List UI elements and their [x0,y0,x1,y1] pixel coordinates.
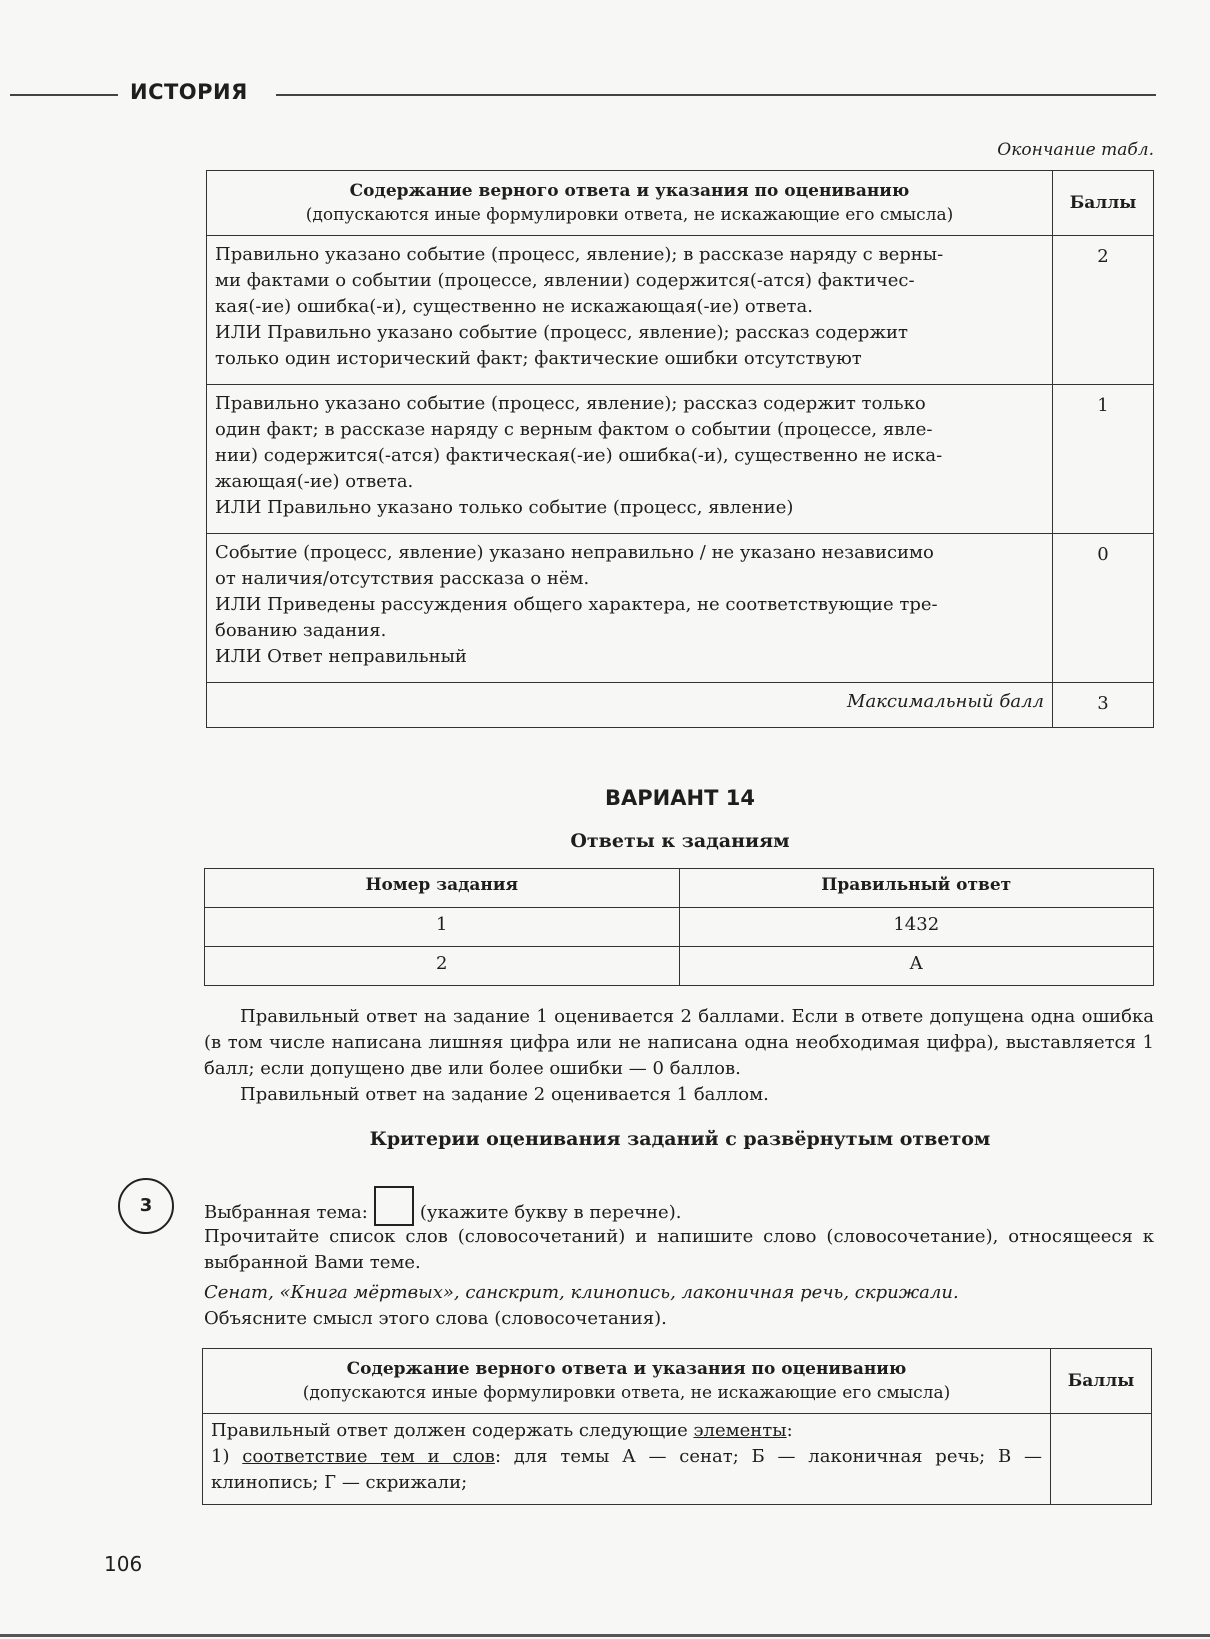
criteria-line: ИЛИ Приведены рассуждения общего характера, не соответствующие тре- [215,594,938,615]
topic-label: Выбранная тема: [204,1202,368,1223]
criteria2-header-score: Баллы [1051,1349,1152,1414]
criteria2-item-rest: : для темы А — сенат; Б — лаконичная речь; В — клинопись; Г — скрижали; [211,1446,1042,1493]
header-rule-right [276,94,1156,96]
answers-table [204,868,1154,986]
criteria-line: Правильно указано событие (процесс, явление); рассказ содержит только [215,393,926,414]
criteria-table [206,170,1154,728]
table-continuation-note: Окончание табл. [997,140,1154,160]
criteria-row-score: 2 [1053,236,1154,385]
criteria-heading: Критерии оценивания заданий с развёрнутым ответом [369,1128,991,1150]
criteria2-item-prefix: 1) [211,1446,243,1467]
criteria-line: ИЛИ Ответ неправильный [215,646,467,667]
criteria-row-text [207,236,1053,385]
criteria-line: один факт; в рассказе наряду с верным фактом о событии (процессе, явле- [215,419,933,440]
topic-line [204,1186,681,1226]
answers-table-row [205,947,1154,986]
criteria-line: от наличия/отсутствия рассказа о нём. [215,568,590,589]
criteria-table-header-row [207,171,1154,236]
criteria-line: Правильно указано событие (процесс, явление); в рассказе наряду с верны- [215,244,944,265]
criteria-row [207,236,1154,385]
task-instruction: Прочитайте список слов (словосочетаний) и напишите слово (словосочетание), относящееся к выбранной Вами теме. [204,1226,1154,1273]
answers-header-answer: Правильный ответ [679,869,1154,908]
criteria-row-text [207,385,1053,534]
criteria2-header-content [203,1349,1051,1414]
variant-title: ВАРИАНТ 14 [605,786,755,810]
answers-heading: Ответы к заданиям [570,830,790,852]
criteria-line: жающая(-ие) ответа. [215,471,414,492]
answers-header-task: Номер задания [205,869,680,908]
header-subject: ИСТОРИЯ [130,80,248,104]
criteria-max-row [207,683,1154,728]
answers-table-header-row [205,869,1154,908]
criteria-line: ми фактами о событии (процессе, явлении) содержится(-атся) фактичес- [215,270,915,291]
scoring-paragraph-2: Правильный ответ на задание 2 оценивается 1 баллом. [240,1084,769,1105]
page-number: 106 [104,1552,143,1576]
criteria-line: ИЛИ Правильно указано событие (процесс, явление); рассказ содержит [215,322,908,343]
criteria-line: Событие (процесс, явление) указано неправильно / не указано независимо [215,542,934,563]
criteria2-intro-prefix: Правильный ответ должен содержать следующие [211,1420,694,1441]
answers-task-number: 1 [205,908,680,947]
bottom-rule [0,1634,1210,1637]
criteria-row-text [207,534,1053,683]
task-explain: Объясните смысл этого слова (словосочетания). [204,1308,667,1329]
answers-correct-answer: А [679,947,1154,986]
criteria2-header-row [203,1349,1152,1414]
criteria-line: бованию задания. [215,620,387,641]
scoring-paragraph-1: Правильный ответ на задание 1 оценивается 2 баллами. Если в ответе допущена одна ошибка (в том числе написана лишняя цифра или не написана одна необходимая цифра), выставляется 1 балл; если допущено две или более ошибки — 0 баллов. [204,1006,1154,1079]
topic-letter-box [374,1186,414,1226]
criteria-line: только один исторический факт; фактические ошибки отсутствуют [215,348,862,369]
criteria-row [207,385,1154,534]
criteria-table-2 [202,1348,1152,1505]
criteria-line: нии) содержится(-атся) фактическая(-ие) ошибка(-и), существенно не иска- [215,445,943,466]
criteria-line: кая(-ие) ошибка(-и), существенно не искажающая(-ие) ответа. [215,296,813,317]
criteria2-intro-suffix: : [786,1420,793,1441]
criteria-header-title: Содержание верного ответа и указания по оцениванию [349,181,910,201]
criteria2-row-text [203,1414,1051,1505]
answers-correct-answer: 1432 [679,908,1154,947]
max-score-value: 3 [1053,683,1154,728]
criteria-row-score: 0 [1053,534,1154,683]
criteria-row [207,534,1154,683]
criteria-header-content [207,171,1053,236]
criteria2-item-underlined: соответствие тем и слов [242,1446,495,1467]
task-word-list: Сенат, «Книга мёртвых», санскрит, клинопись, лаконичная речь, скрижали. [204,1282,959,1303]
answers-table-row [205,908,1154,947]
criteria2-header-title: Содержание верного ответа и указания по оцениванию [346,1359,907,1379]
answers-task-number: 2 [205,947,680,986]
criteria-row-score: 1 [1053,385,1154,534]
criteria2-row [203,1414,1152,1505]
topic-hint: (укажите букву в перечне). [419,1202,682,1223]
criteria-header-score: Баллы [1053,171,1154,236]
max-score-label: Максимальный балл [207,683,1053,728]
criteria2-row-score [1051,1414,1152,1505]
header-rule-left [10,94,118,96]
criteria2-intro [211,1418,1042,1444]
criteria-line: ИЛИ Правильно указано только событие (процесс, явление) [215,497,794,518]
task-number-badge: 3 [118,1178,174,1234]
criteria-header-subtitle: (допускаются иные формулировки ответа, не искажающие его смысла) [305,205,954,225]
criteria2-header-subtitle: (допускаются иные формулировки ответа, не искажающие его смысла) [302,1383,951,1403]
criteria2-intro-underlined: элементы [693,1420,787,1441]
